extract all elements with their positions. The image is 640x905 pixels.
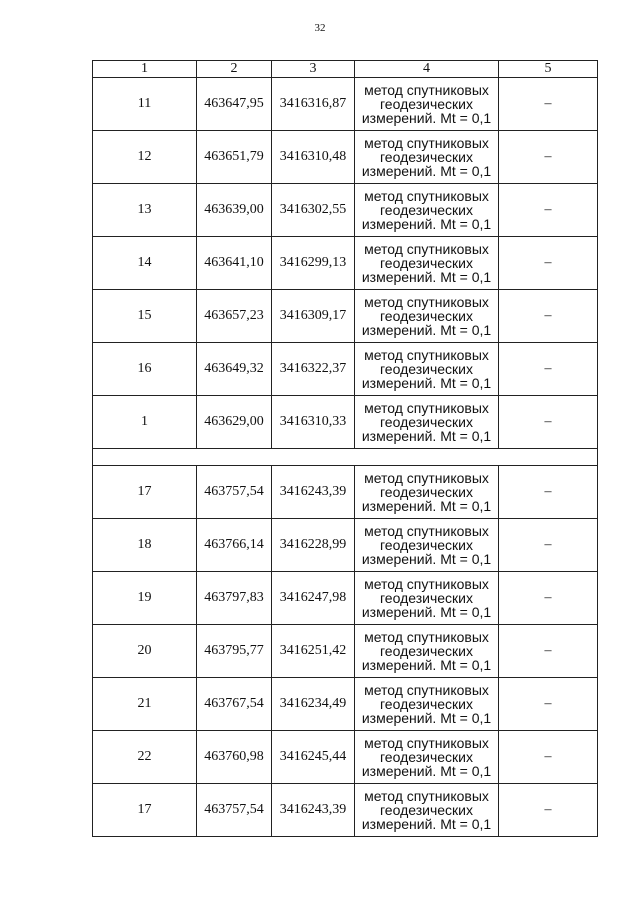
method-line: геодезических xyxy=(380,414,473,430)
x-coordinate-cell: 463757,54 xyxy=(197,466,272,519)
table-row xyxy=(93,396,598,449)
note-cell: – xyxy=(499,731,598,784)
note-cell: – xyxy=(499,184,598,237)
x-coordinate-cell: 463629,00 xyxy=(197,396,272,449)
method-line: геодезических xyxy=(380,484,473,500)
y-coordinate-cell: 3416243,39 xyxy=(272,466,355,519)
table-row xyxy=(93,784,598,837)
method-line: измерений. Mt = 0,1 xyxy=(361,110,492,126)
method-line: метод спутниковых xyxy=(364,400,489,416)
method-line: геодезических xyxy=(380,96,473,112)
note-cell: – xyxy=(499,290,598,343)
x-coordinate-cell: 463651,79 xyxy=(197,131,272,184)
note-cell: – xyxy=(499,396,598,449)
method-line: метод спутниковых xyxy=(364,347,489,363)
table-row xyxy=(93,678,598,731)
header-cell-2: 2 xyxy=(197,61,272,78)
method-cell xyxy=(355,572,499,625)
point-number-cell: 1 xyxy=(93,396,197,449)
method-cell xyxy=(355,466,499,519)
point-number-cell: 20 xyxy=(93,625,197,678)
method-cell xyxy=(355,396,499,449)
method-line: измерений. Mt = 0,1 xyxy=(361,710,492,726)
point-number-cell: 12 xyxy=(93,131,197,184)
y-coordinate-cell: 3416228,99 xyxy=(272,519,355,572)
note-cell: – xyxy=(499,678,598,731)
method-line: измерений. Mt = 0,1 xyxy=(361,269,492,285)
table-row xyxy=(93,131,598,184)
note-cell: – xyxy=(499,466,598,519)
x-coordinate-cell: 463766,14 xyxy=(197,519,272,572)
method-line: метод спутниковых xyxy=(364,735,489,751)
note-cell: – xyxy=(499,784,598,837)
method-line: измерений. Mt = 0,1 xyxy=(361,551,492,567)
method-line: измерений. Mt = 0,1 xyxy=(361,498,492,514)
method-cell xyxy=(355,184,499,237)
method-line: измерений. Mt = 0,1 xyxy=(361,322,492,338)
table-row xyxy=(93,519,598,572)
y-coordinate-cell: 3416322,37 xyxy=(272,343,355,396)
header-cell-1: 1 xyxy=(93,61,197,78)
method-line: геодезических xyxy=(380,643,473,659)
y-coordinate-cell: 3416299,13 xyxy=(272,237,355,290)
note-cell: – xyxy=(499,572,598,625)
point-number-cell: 15 xyxy=(93,290,197,343)
x-coordinate-cell: 463641,10 xyxy=(197,237,272,290)
x-coordinate-cell: 463639,00 xyxy=(197,184,272,237)
method-line: геодезических xyxy=(380,537,473,553)
method-line: геодезических xyxy=(380,202,473,218)
table-row xyxy=(93,572,598,625)
method-line: геодезических xyxy=(380,590,473,606)
method-line: метод спутниковых xyxy=(364,82,489,98)
method-cell xyxy=(355,731,499,784)
method-cell xyxy=(355,343,499,396)
method-line: измерений. Mt = 0,1 xyxy=(361,816,492,832)
x-coordinate-cell: 463767,54 xyxy=(197,678,272,731)
note-cell: – xyxy=(499,625,598,678)
method-line: измерений. Mt = 0,1 xyxy=(361,216,492,232)
point-number-cell: 17 xyxy=(93,466,197,519)
point-number-cell: 21 xyxy=(93,678,197,731)
method-line: геодезических xyxy=(380,255,473,271)
point-number-cell: 13 xyxy=(93,184,197,237)
method-line: измерений. Mt = 0,1 xyxy=(361,657,492,673)
method-line: измерений. Mt = 0,1 xyxy=(361,763,492,779)
table-row xyxy=(93,466,598,519)
method-line: геодезических xyxy=(380,802,473,818)
method-line: геодезических xyxy=(380,308,473,324)
table-row xyxy=(93,184,598,237)
note-cell: – xyxy=(499,237,598,290)
y-coordinate-cell: 3416316,87 xyxy=(272,78,355,131)
note-cell: – xyxy=(499,343,598,396)
method-cell xyxy=(355,625,499,678)
point-number-cell: 19 xyxy=(93,572,197,625)
separator-row xyxy=(93,449,598,466)
table-row xyxy=(93,237,598,290)
x-coordinate-cell: 463760,98 xyxy=(197,731,272,784)
x-coordinate-cell: 463797,83 xyxy=(197,572,272,625)
method-cell xyxy=(355,784,499,837)
y-coordinate-cell: 3416310,48 xyxy=(272,131,355,184)
method-cell xyxy=(355,78,499,131)
method-line: метод спутниковых xyxy=(364,241,489,257)
y-coordinate-cell: 3416247,98 xyxy=(272,572,355,625)
y-coordinate-cell: 3416234,49 xyxy=(272,678,355,731)
method-cell xyxy=(355,131,499,184)
method-line: геодезических xyxy=(380,696,473,712)
header-cell-3: 3 xyxy=(272,61,355,78)
separator-cell xyxy=(93,449,598,466)
method-line: геодезических xyxy=(380,749,473,765)
method-line: геодезических xyxy=(380,149,473,165)
page-number: 32 xyxy=(314,22,326,34)
method-cell xyxy=(355,290,499,343)
point-number-cell: 14 xyxy=(93,237,197,290)
y-coordinate-cell: 3416309,17 xyxy=(272,290,355,343)
method-line: метод спутниковых xyxy=(364,682,489,698)
point-number-cell: 16 xyxy=(93,343,197,396)
y-coordinate-cell: 3416245,44 xyxy=(272,731,355,784)
table-body xyxy=(93,61,598,837)
table-row xyxy=(93,78,598,131)
method-line: метод спутниковых xyxy=(364,294,489,310)
method-cell xyxy=(355,237,499,290)
table-row xyxy=(93,731,598,784)
method-line: метод спутниковых xyxy=(364,576,489,592)
note-cell: – xyxy=(499,78,598,131)
header-cell-4: 4 xyxy=(355,61,499,78)
method-line: метод спутниковых xyxy=(364,788,489,804)
method-line: измерений. Mt = 0,1 xyxy=(361,375,492,391)
method-line: метод спутниковых xyxy=(364,135,489,151)
x-coordinate-cell: 463657,23 xyxy=(197,290,272,343)
coordinates-table xyxy=(92,60,598,837)
method-line: метод спутниковых xyxy=(364,629,489,645)
note-cell: – xyxy=(499,131,598,184)
method-line: метод спутниковых xyxy=(364,470,489,486)
x-coordinate-cell: 463647,95 xyxy=(197,78,272,131)
table-row xyxy=(93,343,598,396)
header-cell-5: 5 xyxy=(499,61,598,78)
x-coordinate-cell: 463757,54 xyxy=(197,784,272,837)
x-coordinate-cell: 463649,32 xyxy=(197,343,272,396)
method-line: метод спутниковых xyxy=(364,523,489,539)
table-row xyxy=(93,625,598,678)
method-cell xyxy=(355,678,499,731)
method-cell xyxy=(355,519,499,572)
y-coordinate-cell: 3416302,55 xyxy=(272,184,355,237)
point-number-cell: 18 xyxy=(93,519,197,572)
method-line: измерений. Mt = 0,1 xyxy=(361,428,492,444)
note-cell: – xyxy=(499,519,598,572)
y-coordinate-cell: 3416310,33 xyxy=(272,396,355,449)
x-coordinate-cell: 463795,77 xyxy=(197,625,272,678)
y-coordinate-cell: 3416251,42 xyxy=(272,625,355,678)
method-line: измерений. Mt = 0,1 xyxy=(361,163,492,179)
method-line: измерений. Mt = 0,1 xyxy=(361,604,492,620)
method-line: геодезических xyxy=(380,361,473,377)
point-number-cell: 17 xyxy=(93,784,197,837)
table-row xyxy=(93,290,598,343)
method-line: метод спутниковых xyxy=(364,188,489,204)
y-coordinate-cell: 3416243,39 xyxy=(272,784,355,837)
point-number-cell: 22 xyxy=(93,731,197,784)
point-number-cell: 11 xyxy=(93,78,197,131)
header-row xyxy=(93,61,598,78)
